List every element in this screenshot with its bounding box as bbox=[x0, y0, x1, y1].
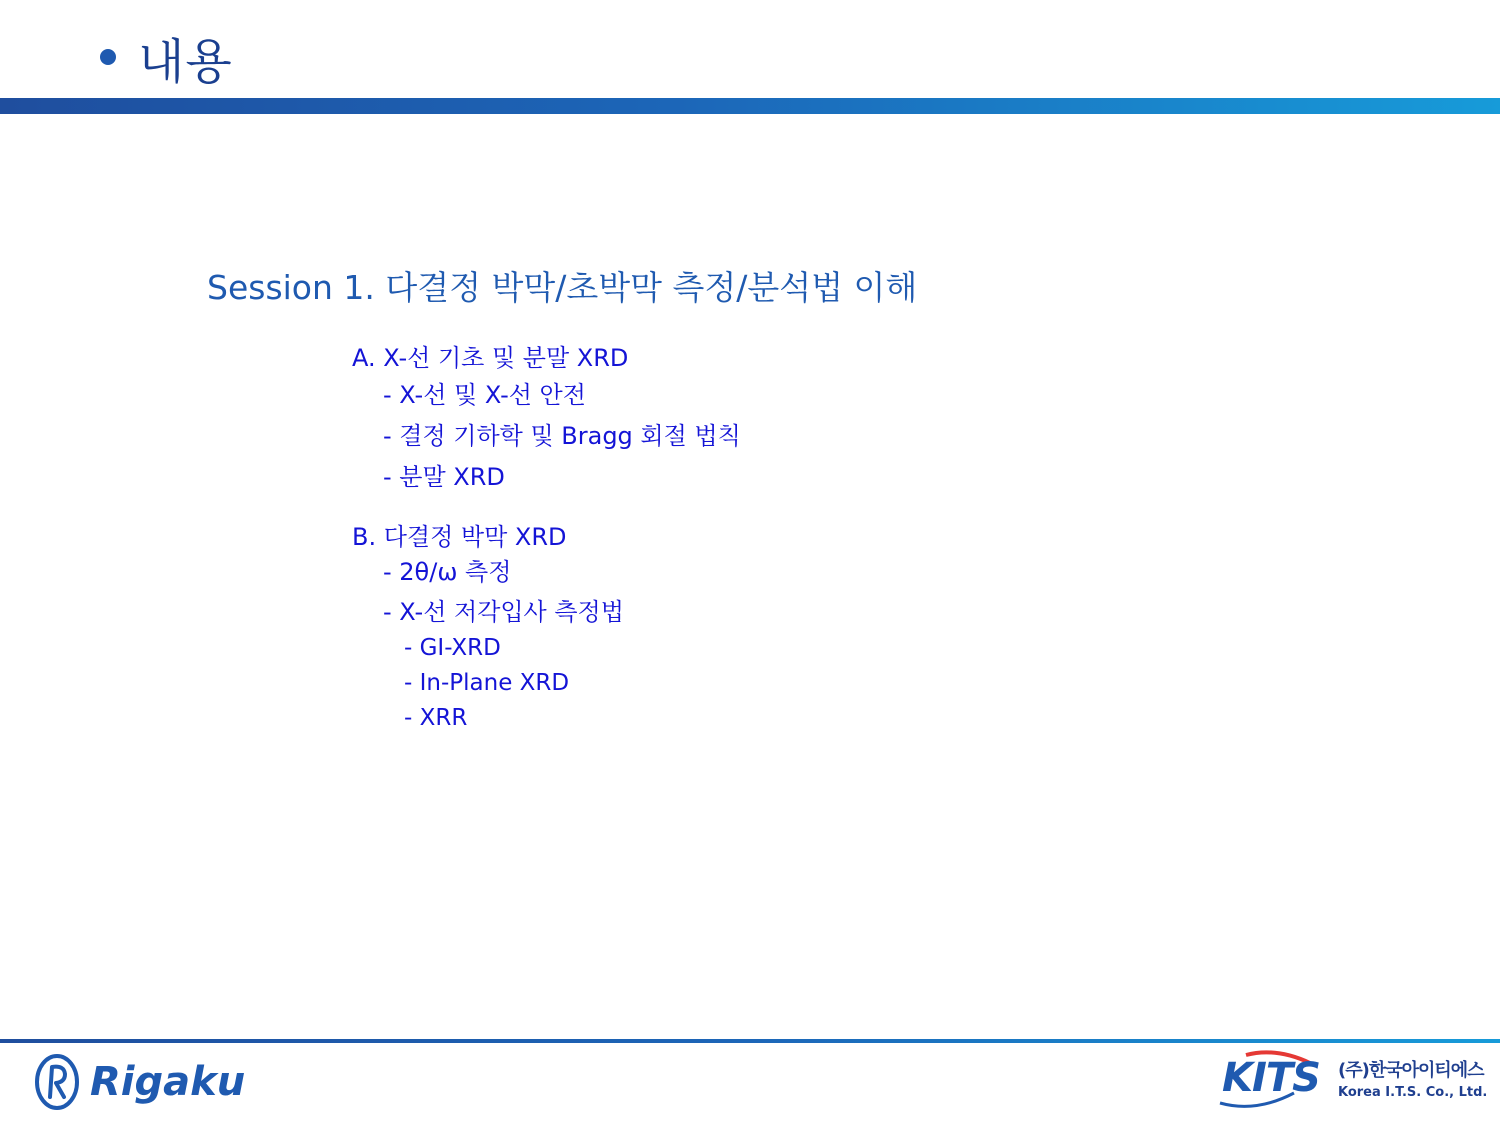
kits-english-name: Korea I.T.S. Co., Ltd. bbox=[1337, 1085, 1488, 1100]
outline-item-b2b: - In-Plane XRD bbox=[404, 670, 570, 696]
session-title: Session 1. 다결정 박막/초박막 측정/분석법 이해 bbox=[207, 268, 918, 307]
header-band bbox=[0, 98, 1500, 114]
outline-item-b: B. 다결정 박막 XRD bbox=[352, 523, 567, 551]
kits-wordmark: KITS bbox=[1222, 1055, 1320, 1101]
slide-title-row bbox=[100, 22, 233, 92]
outline-item-a: A. X-선 기초 및 분말 XRD bbox=[352, 344, 629, 372]
bullet-dot-icon bbox=[100, 49, 116, 65]
footer-rule bbox=[0, 1039, 1500, 1043]
rigaku-r-icon bbox=[34, 1053, 80, 1111]
outline-item-a2: - 결정 기하학 및 Bragg 회절 법칙 bbox=[383, 422, 741, 450]
outline-item-a3: - 분말 XRD bbox=[383, 463, 505, 491]
outline-item-b2: - X-선 저각입사 측정법 bbox=[383, 598, 624, 626]
outline-item-b1: - 2θ/ω 측정 bbox=[383, 558, 512, 586]
slide-title: 내용 bbox=[138, 33, 233, 90]
kits-logo bbox=[1222, 1055, 1487, 1101]
outline-item-a1: - X-선 및 X-선 안전 bbox=[383, 381, 586, 409]
rigaku-wordmark: Rigaku bbox=[90, 1059, 246, 1105]
kits-korean-name: (주)한국아이티에스 bbox=[1337, 1060, 1484, 1081]
outline-item-b2c: - XRR bbox=[404, 705, 468, 731]
rigaku-logo bbox=[34, 1053, 245, 1111]
outline-item-b2a: - GI-XRD bbox=[404, 635, 501, 661]
